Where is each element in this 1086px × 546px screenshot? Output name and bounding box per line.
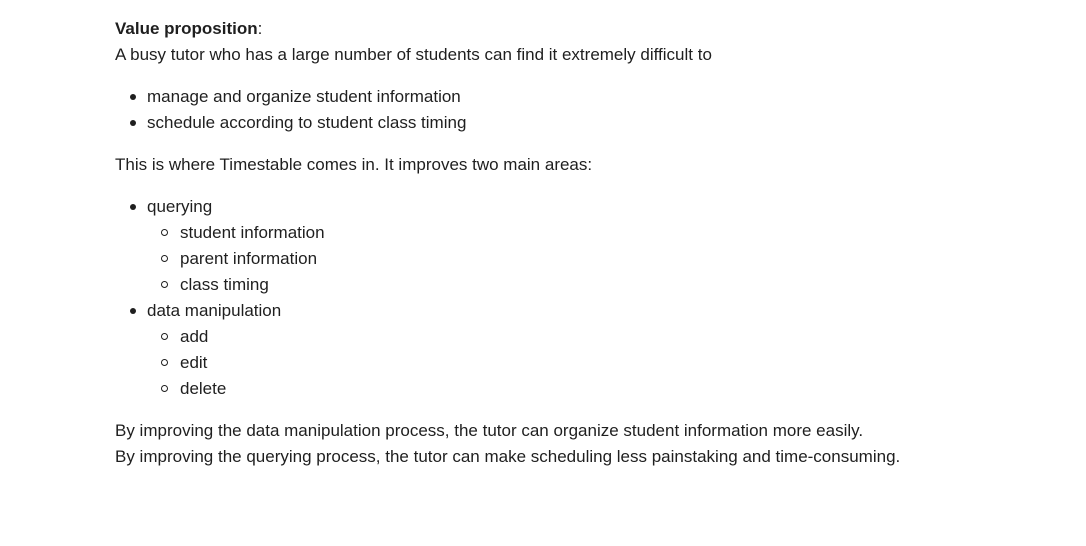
conclusion-paragraph	[115, 418, 915, 470]
value-proposition-title: Value proposition	[115, 19, 258, 38]
transition-paragraph: This is where Timestable comes in. It improves two main areas:	[115, 155, 593, 174]
sublist-item: add	[147, 324, 915, 350]
areas-list	[115, 194, 915, 402]
area-label: data manipulation	[147, 301, 282, 320]
value-proposition-colon: :	[257, 19, 263, 38]
list-item: schedule according to student class timing	[115, 110, 915, 136]
sublist-item: parent information	[147, 246, 915, 272]
list-item: manage and organize student information	[115, 84, 915, 110]
querying-sublist	[147, 220, 915, 298]
document-body	[115, 16, 915, 470]
data-manipulation-sublist	[147, 324, 915, 402]
conclusion-line: By improving the data manipulation process, the tutor can organize student information more easily.	[115, 421, 864, 440]
value-proposition-heading	[115, 16, 915, 42]
conclusion-line: By improving the querying process, the tutor can make scheduling less painstaking and time-consuming.	[115, 447, 901, 466]
difficulties-list	[115, 84, 915, 136]
sublist-item: student information	[147, 220, 915, 246]
sublist-item: delete	[147, 376, 915, 402]
area-item-querying	[115, 194, 915, 298]
area-label: querying	[147, 197, 213, 216]
sublist-item: edit	[147, 350, 915, 376]
area-item-data-manipulation	[115, 298, 915, 402]
intro-paragraph: A busy tutor who has a large number of students can find it extremely difficult to	[115, 45, 712, 64]
sublist-item: class timing	[147, 272, 915, 298]
